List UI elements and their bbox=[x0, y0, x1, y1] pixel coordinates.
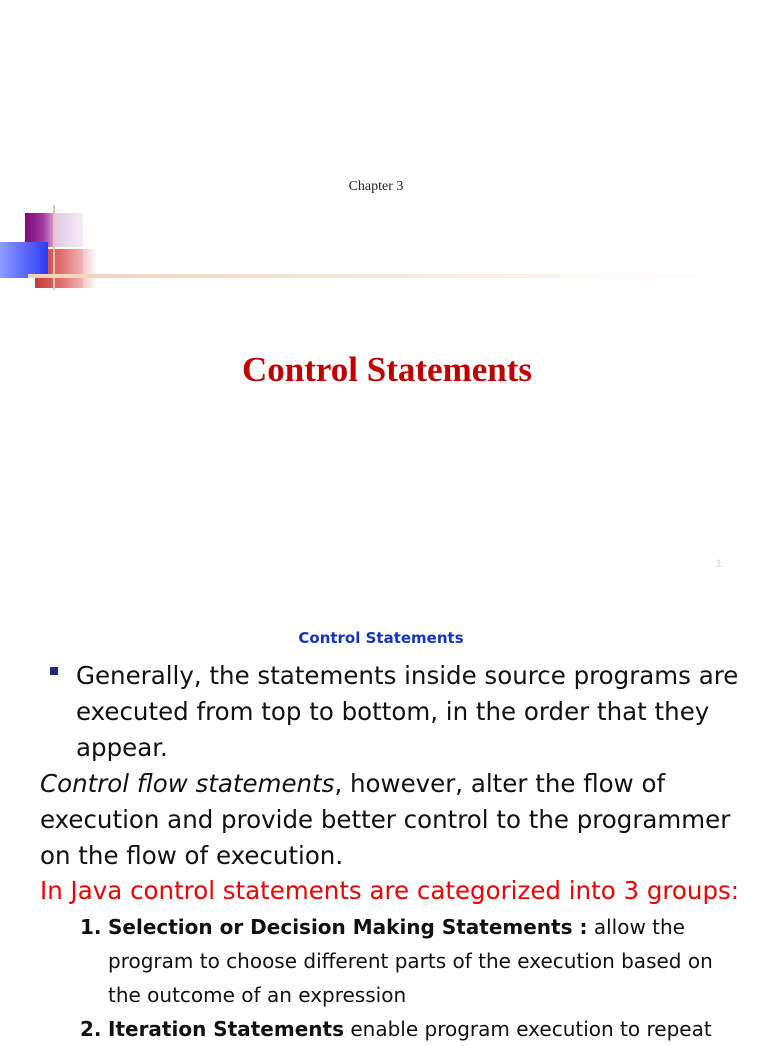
list-item-label: Iteration Statements bbox=[108, 1017, 344, 1041]
flow-text: , however, alter the flow of execution and provide better control to the programmer on the flow of execution. bbox=[40, 769, 731, 870]
page-number: 1 bbox=[716, 558, 723, 570]
chapter-label: Chapter 3 bbox=[348, 179, 404, 194]
slide-heading: Control Statements bbox=[298, 629, 464, 647]
list-item-text: enable program execution to repeat bbox=[343, 1017, 712, 1041]
list-item-continuation: program to choose different parts of the execution based on the outcome of an expression bbox=[108, 949, 713, 1007]
bullet-square-icon bbox=[50, 667, 58, 675]
blue-square bbox=[0, 242, 48, 278]
list-item-label: Selection or Decision Making Statements : bbox=[108, 915, 588, 939]
flow-italic-term: Control flow statements bbox=[40, 769, 335, 798]
list-item-text: allow the bbox=[587, 915, 685, 939]
bullet-paragraph: Generally, the statements inside source programs are executed from top to bottom, in the order that they appear. bbox=[76, 661, 739, 762]
flow-paragraph bbox=[40, 766, 760, 874]
slide-title: Control Statements bbox=[241, 350, 532, 389]
horizontal-accent-line bbox=[28, 274, 718, 278]
list-item bbox=[80, 1012, 750, 1046]
list-item bbox=[80, 910, 750, 1012]
java-groups-line: In Java control statements are categorized into 3 groups: bbox=[40, 876, 740, 905]
pink-square bbox=[55, 213, 83, 247]
list-item-number: 1. bbox=[80, 915, 102, 939]
list-item-number: 2. bbox=[80, 1017, 102, 1041]
red-fade-square bbox=[83, 249, 97, 288]
